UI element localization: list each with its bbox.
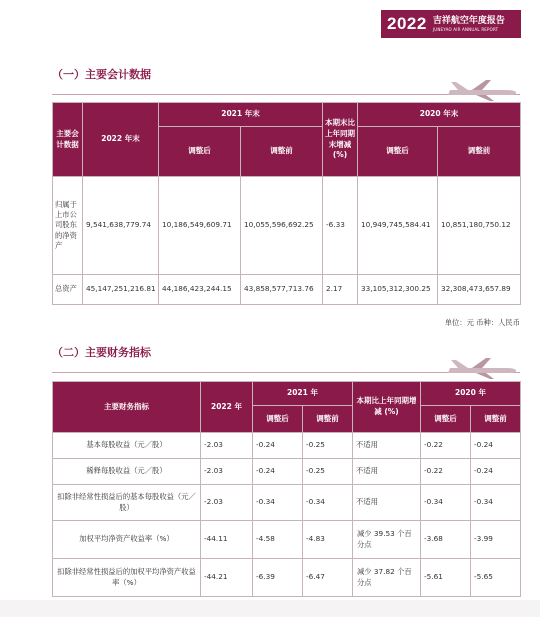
cell-2022: -2.03 — [201, 485, 253, 521]
header-2021: 2021 年末 — [159, 103, 323, 127]
cell-2020-adjusted: -0.22 — [421, 433, 471, 459]
cell-2020-before: -3.99 — [471, 521, 521, 559]
cell-2022: 9,541,638,779.74 — [83, 177, 159, 275]
header-2020: 2020 年 — [421, 382, 521, 406]
table-row — [53, 559, 521, 597]
cell-change: 不适用 — [353, 485, 421, 521]
cell-2020-adjusted: 10,949,745,584.41 — [358, 177, 438, 275]
report-header-banner — [381, 10, 521, 38]
header-2020-before: 调整前 — [471, 406, 521, 433]
row-label: 归属于上市公司股东的净资产 — [53, 177, 83, 275]
cell-2022: -2.03 — [201, 433, 253, 459]
table-row — [53, 275, 521, 305]
cell-2022: -44.11 — [201, 521, 253, 559]
cell-2020-before: -0.34 — [471, 485, 521, 521]
section-1-title: （一）主要会计数据 — [52, 68, 151, 81]
cell-2021-before: -0.25 — [303, 459, 353, 485]
cell-2020-adjusted: -0.34 — [421, 485, 471, 521]
cell-2020-adjusted: 33,105,312,300.25 — [358, 275, 438, 305]
cell-2021-adjusted: -0.34 — [253, 485, 303, 521]
header-2020-adjusted: 调整后 — [421, 406, 471, 433]
header-2021-adjusted: 调整后 — [159, 127, 241, 177]
cell-2022: 45,147,251,216.81 — [83, 275, 159, 305]
financial-indicators-table — [52, 381, 521, 597]
header-2020: 2020 年末 — [358, 103, 521, 127]
cell-2022: -2.03 — [201, 459, 253, 485]
cell-2020-before: 10,851,180,750.12 — [438, 177, 521, 275]
row-label: 扣除非经常性损益后的基本每股收益（元／股） — [53, 485, 201, 521]
table-row — [53, 433, 521, 459]
cell-2020-before: 32,308,473,657.89 — [438, 275, 521, 305]
cell-2021-adjusted: -0.24 — [253, 433, 303, 459]
cell-2020-adjusted: -5.61 — [421, 559, 471, 597]
header-2021-before: 调整前 — [303, 406, 353, 433]
cell-2022: -44.21 — [201, 559, 253, 597]
airplane-icon — [446, 358, 518, 380]
unit-note: 单位：元 币种：人民币 — [444, 318, 520, 327]
cell-2020-before: -5.65 — [471, 559, 521, 597]
cell-change: 不适用 — [353, 433, 421, 459]
cell-2021-before: 43,858,577,713.76 — [241, 275, 323, 305]
table-row — [53, 459, 521, 485]
header-2021-before: 调整前 — [241, 127, 323, 177]
cell-2020-before: -0.24 — [471, 433, 521, 459]
header-2021-adjusted: 调整后 — [253, 406, 303, 433]
cell-2021-adjusted: -6.39 — [253, 559, 303, 597]
cell-change: 不适用 — [353, 459, 421, 485]
cell-2021-before: -4.83 — [303, 521, 353, 559]
header-change: 本期比上年同期增减 (%) — [353, 382, 421, 433]
cell-2021-before: -0.25 — [303, 433, 353, 459]
header-item: 主要会计数据 — [53, 103, 83, 177]
section-2-title: （二）主要财务指标 — [52, 346, 151, 359]
cell-2021-adjusted: 44,186,423,244.15 — [159, 275, 241, 305]
cell-2021-adjusted: -4.58 — [253, 521, 303, 559]
cell-2020-before: -0.24 — [471, 459, 521, 485]
report-year: 2022 — [387, 14, 427, 33]
header-change: 本期末比上年同期末增减(%) — [323, 103, 358, 177]
cell-change: 减少 37.82 个百分点 — [353, 559, 421, 597]
cell-change: 2.17 — [323, 275, 358, 305]
cell-2020-adjusted: -0.22 — [421, 459, 471, 485]
row-label: 扣除非经常性损益后的加权平均净资产收益率（%） — [53, 559, 201, 597]
header-2020-adjusted: 调整后 — [358, 127, 438, 177]
header-2021: 2021 年 — [253, 382, 353, 406]
accounting-data-table — [52, 102, 521, 305]
row-label: 总资产 — [53, 275, 83, 305]
row-label: 稀释每股收益（元／股） — [53, 459, 201, 485]
cell-2021-before: -6.47 — [303, 559, 353, 597]
row-label: 基本每股收益（元／股） — [53, 433, 201, 459]
table-row — [53, 485, 521, 521]
cell-2021-before: 10,055,596,692.25 — [241, 177, 323, 275]
cell-change: 减少 39.53 个百分点 — [353, 521, 421, 559]
table-row — [53, 177, 521, 275]
page-footer-band — [0, 600, 540, 617]
header-item: 主要财务指标 — [53, 382, 201, 433]
cell-2020-adjusted: -3.68 — [421, 521, 471, 559]
cell-2021-before: -0.34 — [303, 485, 353, 521]
row-label: 加权平均净资产收益率（%） — [53, 521, 201, 559]
cell-2021-adjusted: -0.24 — [253, 459, 303, 485]
cell-2021-adjusted: 10,186,549,609.71 — [159, 177, 241, 275]
header-2022: 2022 年 — [201, 382, 253, 433]
header-2022: 2022 年末 — [83, 103, 159, 177]
header-2020-before: 调整前 — [438, 127, 521, 177]
table-row — [53, 521, 521, 559]
report-title-english: JUNEYAO AIR ANNUAL REPORT — [432, 26, 499, 32]
report-title: 吉祥航空年度报告 — [432, 15, 505, 26]
airplane-icon — [446, 80, 518, 102]
cell-change: -6.33 — [323, 177, 358, 275]
